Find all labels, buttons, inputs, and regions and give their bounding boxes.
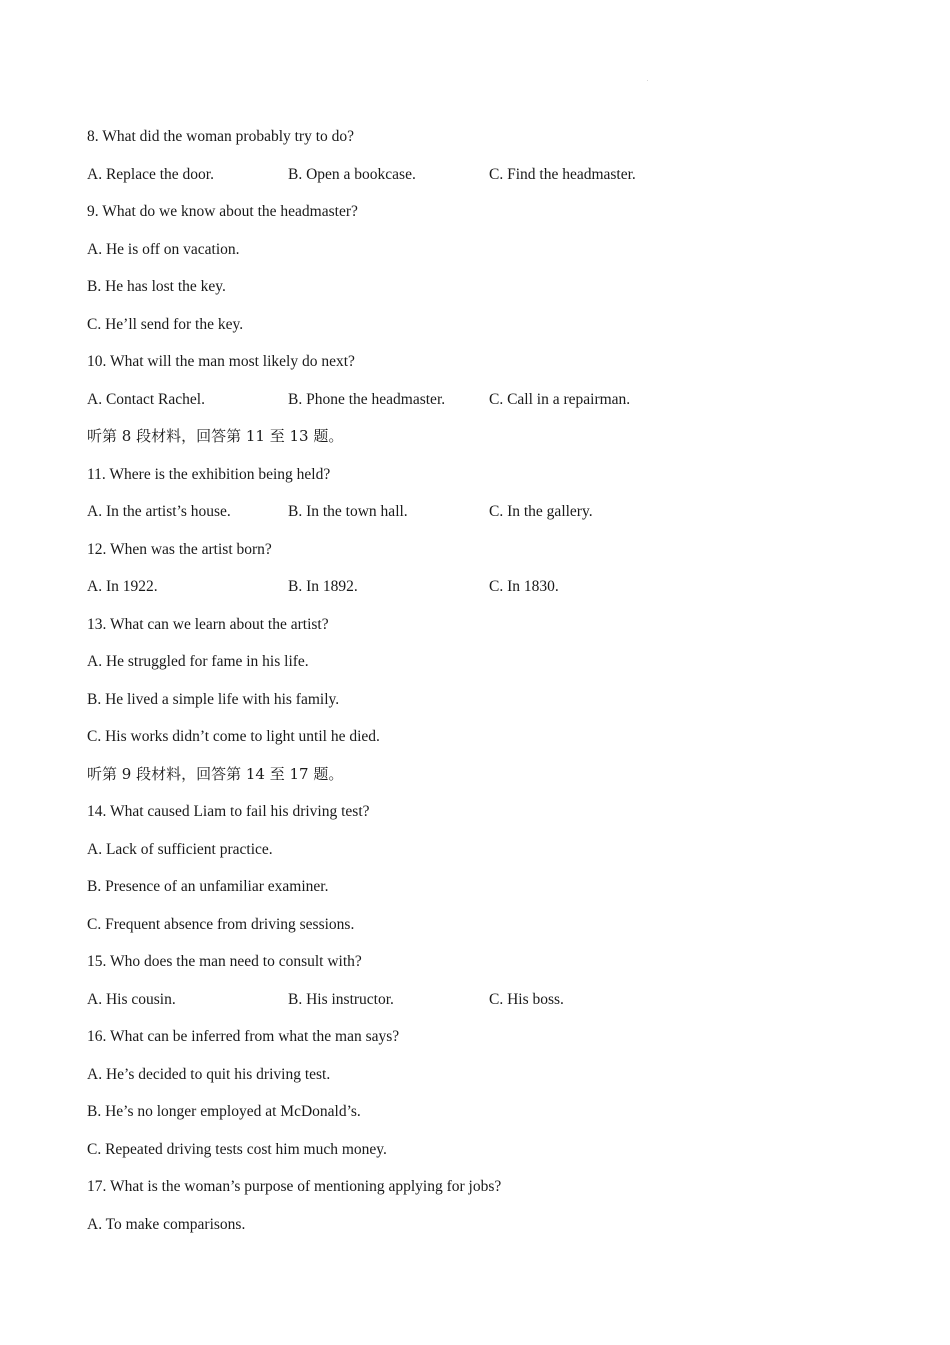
option-c: C. He’ll send for the key. [87, 315, 244, 333]
question-17: 17. What is the woman’s purpose of mentioning applying for jobs? [87, 1178, 502, 1195]
option-b: B. His instructor. [288, 990, 394, 1008]
option-a: A. Lack of sufficient practice. [87, 840, 273, 858]
option-c: C. Call in a repairman. [489, 390, 631, 408]
question-15: 15. Who does the man need to consult with? [87, 953, 362, 970]
question-14: 14. What caused Liam to fail his driving test? [87, 803, 370, 820]
option-a: A. His cousin. [87, 990, 176, 1008]
question-10: 10. What will the man most likely do next? [87, 353, 355, 370]
option-a: A. In 1922. [87, 578, 158, 595]
option-a: A. In the artist’s house. [87, 503, 231, 520]
option-b: B. He’s no longer employed at McDonald’s. [87, 1103, 361, 1120]
question-12: 12. When was the artist born? [87, 540, 272, 558]
option-b: B. He lived a simple life with his family. [87, 690, 340, 708]
option-a: A. Replace the door. [87, 165, 214, 183]
question-10-options [87, 387, 887, 425]
option-c: C. In 1830. [489, 578, 559, 595]
section-heading: 听第 9 段材料，回答第 14 至 17 题。 [87, 764, 344, 783]
question-11: 11. Where is the exhibition being held? [87, 465, 331, 483]
option-a: A. He is off on vacation. [87, 240, 240, 258]
question-12-options [87, 574, 887, 612]
question-11-options [87, 499, 887, 537]
listening-section [87, 124, 887, 1249]
question-15-options [87, 987, 887, 1025]
question-13: 13. What can we learn about the artist? [87, 615, 329, 633]
section-heading: 听第 8 段材料，回答第 11 至 13 题。 [87, 427, 344, 445]
option-c: C. In the gallery. [489, 503, 593, 520]
question-8: 8. What did the woman probably try to do? [87, 128, 355, 145]
option-b: B. Open a bookcase. [288, 165, 416, 183]
question-9: 9. What do we know about the headmaster? [87, 203, 358, 220]
option-b: B. He has lost the key. [87, 278, 226, 295]
option-b: B. In 1892. [288, 578, 358, 595]
option-a: A. He struggled for fame in his life. [87, 653, 309, 670]
option-c: C. His works didn’t come to light until he died. [87, 728, 380, 745]
option-c: C. Frequent absence from driving sessions. [87, 915, 355, 933]
option-b: B. In the town hall. [288, 503, 408, 520]
option-a: A. To make comparisons. [87, 1215, 246, 1233]
option-b: B. Presence of an unfamiliar examiner. [87, 878, 329, 895]
option-a: A. He’s decided to quit his driving test. [87, 1065, 331, 1083]
option-c: C. His boss. [489, 990, 564, 1008]
option-b: B. Phone the headmaster. [288, 390, 446, 408]
option-a: A. Contact Rachel. [87, 390, 205, 408]
question-8-options [87, 162, 887, 200]
option-c: C. Find the headmaster. [489, 165, 636, 183]
option-c: C. Repeated driving tests cost him much money. [87, 1140, 387, 1158]
question-16: 16. What can be inferred from what the man says? [87, 1028, 400, 1045]
scan-mark [647, 80, 648, 81]
